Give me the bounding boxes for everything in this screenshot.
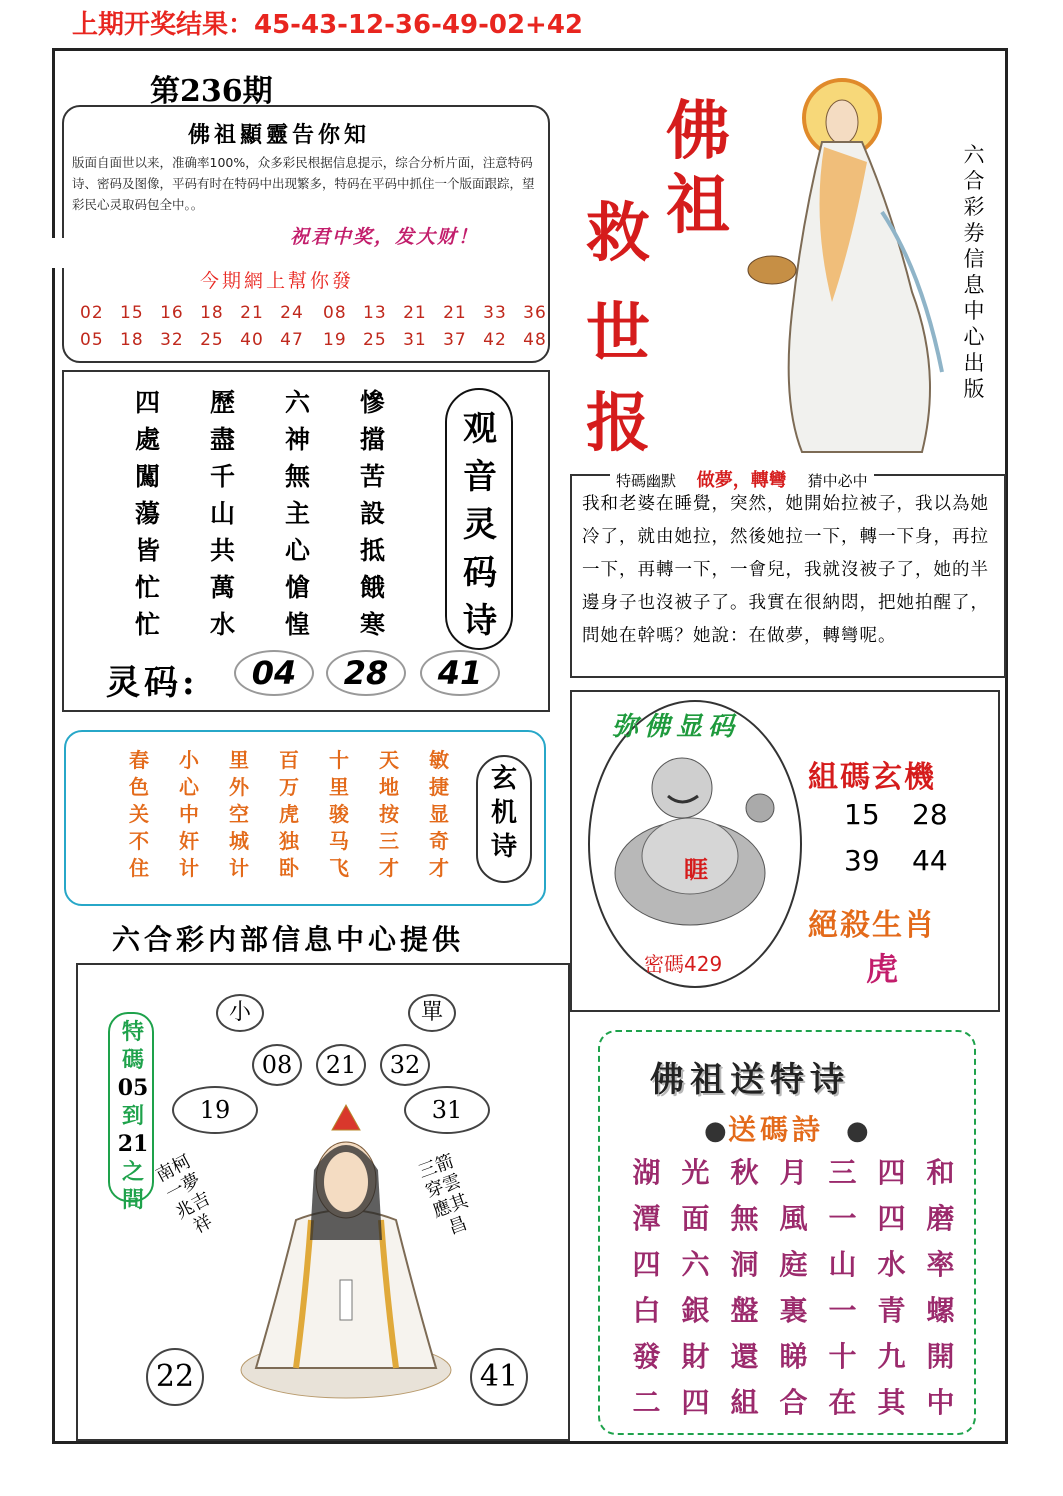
poem-char: 共 — [209, 536, 235, 565]
group-number: 28 — [912, 798, 948, 831]
poem-char: 萬 — [209, 573, 235, 602]
poem-char: 十 — [329, 748, 349, 772]
poem-char: 住 — [129, 856, 149, 880]
poem-char: 计 — [179, 856, 199, 880]
poem-char: 還 — [730, 1340, 759, 1373]
poem-char: 歷 — [209, 388, 235, 417]
poem-char: 月 — [779, 1156, 808, 1189]
lingma-number: 41 — [420, 650, 500, 696]
group-number: 44 — [912, 844, 948, 877]
poem-char: 無 — [730, 1202, 759, 1235]
last-result-header: 上期开奖结果：45-43-12-36-49-02+42 — [72, 10, 584, 40]
poem-char: 四 — [877, 1202, 906, 1235]
poem-char: 独 — [279, 829, 299, 853]
poem-char: 中 — [179, 802, 199, 826]
poem-char: 马 — [329, 829, 349, 853]
number-circle: 19 — [172, 1086, 258, 1134]
number-circle: 31 — [404, 1086, 490, 1134]
lingma-number: 28 — [326, 650, 406, 696]
buddha-oval-title: 弥佛显码 — [612, 712, 741, 742]
title-char: 佛 — [666, 94, 730, 169]
poem-char: 十 — [828, 1340, 857, 1373]
riddle-label-mid: 做夢，轉彎 — [696, 470, 787, 491]
special-range-frame — [108, 1012, 154, 1202]
poem-char: 組 — [730, 1386, 759, 1419]
special-char: 特 — [121, 1019, 144, 1045]
poem-char: 千 — [209, 462, 235, 491]
poem-char: 骏 — [329, 802, 349, 826]
parity-tag: 單 — [408, 994, 456, 1032]
poem-char: 和 — [926, 1156, 955, 1189]
guanyin-poem-title: 观音灵码诗 — [463, 409, 497, 641]
number-row: 05 18 32 25 40 47 — [80, 330, 304, 350]
xuanji-poem-grid — [114, 747, 464, 882]
special-char: 碼 — [121, 1047, 144, 1073]
special-num: 05 — [117, 1075, 149, 1101]
special-char: 到 — [121, 1103, 144, 1129]
poem-char: 潭 — [632, 1202, 661, 1235]
poem-char: 四 — [632, 1248, 661, 1281]
poem-char: 苦 — [359, 462, 385, 491]
special-char: 間 — [121, 1187, 144, 1213]
poem-char: 按 — [379, 802, 399, 826]
poem-char: 中 — [926, 1386, 955, 1419]
notice-text: 版面自面世以来，准确率100%，众多彩民根据信息提示，综合分析片面，注意特码诗、密码及图像，平码有时在特码中出现繁多，特码在平码中抓住一个版面跟踪，望彩民心灵取码包全中。。 — [72, 155, 535, 212]
poem-char: 卧 — [279, 856, 299, 880]
title-char: 报 — [586, 386, 650, 461]
poem-char: 一 — [828, 1294, 857, 1327]
number-circle: 08 — [252, 1044, 302, 1086]
poem-char: 二 — [632, 1386, 661, 1419]
number-circle: 41 — [470, 1348, 528, 1406]
poem-char: 奇 — [429, 829, 449, 853]
poem-char: 無 — [284, 462, 310, 491]
poem-char: 忙 — [134, 573, 160, 602]
poem-char: 主 — [284, 499, 310, 528]
gift-poem-subtitle: 送碼詩 — [728, 1113, 825, 1146]
poem-char: 處 — [134, 425, 160, 454]
guanyin-poem-grid — [110, 383, 410, 642]
poem-char: 春 — [129, 748, 149, 772]
xuanji-poem-title: 玄机诗 — [490, 764, 517, 862]
kill-title: 絕殺生肖 — [808, 908, 936, 943]
poem-char: 惶 — [284, 610, 310, 639]
poem-char: 小 — [179, 748, 199, 772]
group-title: 組碼玄機 — [808, 760, 936, 795]
gift-poem-grid — [622, 1150, 965, 1426]
poem-char: 銀 — [681, 1294, 710, 1327]
poem-char: 螺 — [926, 1294, 955, 1327]
poem-char: 万 — [279, 775, 299, 799]
lingma-label: 灵码: — [106, 663, 199, 703]
poem-char: 飞 — [329, 856, 349, 880]
bullet-right-icon: ● — [846, 1116, 869, 1146]
poem-char: 設 — [359, 499, 385, 528]
guanyin-figure-image — [236, 1100, 456, 1400]
poem-char: 山 — [828, 1248, 857, 1281]
gift-poem-title: 佛祖送特诗 — [650, 1060, 850, 1100]
riddle-text: 我和老婆在睡覺，突然，她開始拉被子，我以為她冷了，就由她拉，然後她拉一下，轉一下身，再拉一下，再轉一下，一會兒，我就沒被子了，她的半邊身子也沒被子了。我實在很納悶，把她拍醒了，問她在幹嗎？她說：在做夢，轉彎呢。 — [582, 494, 989, 646]
poem-char: 忙 — [134, 610, 160, 639]
poem-char: 庭 — [779, 1248, 808, 1281]
poem-char: 城 — [229, 829, 249, 853]
laughing-buddha-image — [610, 748, 780, 928]
poem-char: 水 — [877, 1248, 906, 1281]
issue-number: 第236期 — [150, 74, 273, 109]
poem-char: 不 — [129, 829, 149, 853]
poem-char: 蕩 — [134, 499, 160, 528]
poem-char: 外 — [229, 775, 249, 799]
poem-char: 慘 — [359, 388, 385, 417]
publisher-vertical: 六合彩券信息中心出版 — [963, 143, 985, 401]
poem-char: 四 — [134, 388, 160, 417]
poem-char: 光 — [681, 1156, 710, 1189]
poem-char: 三 — [828, 1156, 857, 1189]
poem-char: 虎 — [279, 802, 299, 826]
poem-char: 敏 — [429, 748, 449, 772]
poem-char: 心 — [284, 536, 310, 565]
notice-subtitle: 今期網上幫你發 — [200, 270, 355, 292]
poem-char: 餓 — [359, 573, 385, 602]
poem-char: 洞 — [730, 1248, 759, 1281]
poem-char: 色 — [129, 775, 149, 799]
title-char: 世 — [586, 296, 650, 371]
poem-char: 湖 — [632, 1156, 661, 1189]
notice-slogan: 祝君中奖，发大财！ — [290, 226, 480, 248]
special-num: 21 — [117, 1131, 149, 1157]
poem-char: 九 — [877, 1340, 906, 1373]
poem-char: 显 — [429, 802, 449, 826]
buddha-char: 睚 — [684, 855, 708, 884]
title-char: 救 — [586, 196, 650, 271]
poem-char: 地 — [379, 775, 399, 799]
number-row: 08 13 21 21 33 36 — [323, 303, 547, 323]
special-char: 之 — [121, 1159, 144, 1185]
title-char: 祖 — [666, 168, 730, 243]
secret-code: 密碼429 — [644, 952, 723, 976]
poem-char: 睇 — [779, 1340, 808, 1373]
poem-char: 里 — [329, 775, 349, 799]
poem-char: 在 — [828, 1386, 857, 1419]
poem-char: 神 — [284, 425, 310, 454]
poem-char: 四 — [877, 1156, 906, 1189]
bullet-left-icon: ● — [704, 1116, 727, 1146]
kill-zodiac: 虎 — [866, 950, 899, 988]
number-circle: 32 — [380, 1044, 430, 1086]
poem-char: 寒 — [359, 610, 385, 639]
notice-title: 佛祖顯靈告你知 — [188, 122, 371, 148]
number-row: 02 15 16 18 21 24 — [80, 303, 304, 323]
right-poem: 三箭穿雲應其昌 — [415, 1150, 472, 1239]
poem-char: 空 — [229, 802, 249, 826]
poem-char: 抵 — [359, 536, 385, 565]
poem-char: 奸 — [179, 829, 199, 853]
riddle-label-left: 特碼幽默 — [616, 472, 677, 490]
poem-char: 白 — [632, 1294, 661, 1327]
poem-char: 四 — [681, 1386, 710, 1419]
poem-char: 發 — [632, 1340, 661, 1373]
size-tag: 小 — [216, 994, 264, 1032]
poem-char: 皆 — [134, 536, 160, 565]
riddle-label-right: 猜中必中 — [807, 472, 868, 490]
buddha-figure-image — [742, 72, 954, 460]
notice-box-gap — [48, 238, 158, 268]
poem-char: 其 — [877, 1386, 906, 1419]
number-circle: 22 — [146, 1348, 204, 1406]
poem-char: 盡 — [209, 425, 235, 454]
provider-line: 六合彩内部信息中心提供 — [112, 923, 465, 956]
poem-char: 里 — [229, 748, 249, 772]
poem-char: 率 — [926, 1248, 955, 1281]
poem-char: 盤 — [730, 1294, 759, 1327]
poem-char: 一 — [828, 1202, 857, 1235]
poem-char: 才 — [379, 856, 399, 880]
poem-char: 愴 — [284, 573, 310, 602]
poem-char: 六 — [681, 1248, 710, 1281]
poem-char: 山 — [209, 499, 235, 528]
poem-char: 百 — [279, 748, 299, 772]
poem-char: 计 — [229, 856, 249, 880]
group-number: 15 — [844, 798, 880, 831]
poem-char: 天 — [379, 748, 399, 772]
number-row: 19 25 31 37 42 48 — [323, 330, 547, 350]
number-circle: 21 — [316, 1044, 366, 1086]
poem-char: 捷 — [429, 775, 449, 799]
poem-char: 才 — [429, 856, 449, 880]
poem-char: 財 — [681, 1340, 710, 1373]
group-number: 39 — [844, 844, 880, 877]
poem-char: 裏 — [779, 1294, 808, 1327]
poem-char: 闖 — [134, 462, 160, 491]
left-poem: 南柯一夢兆吉祥 — [152, 1150, 216, 1238]
poem-char: 面 — [681, 1202, 710, 1235]
poem-char: 磨 — [926, 1202, 955, 1235]
poem-char: 開 — [926, 1340, 955, 1373]
poem-char: 关 — [129, 802, 149, 826]
poem-char: 風 — [779, 1202, 808, 1235]
poem-char: 秋 — [730, 1156, 759, 1189]
poem-char: 合 — [779, 1386, 808, 1419]
poem-char: 擋 — [359, 425, 385, 454]
poem-char: 青 — [877, 1294, 906, 1327]
poem-char: 三 — [379, 829, 399, 853]
poem-char: 六 — [284, 388, 310, 417]
lingma-number: 04 — [234, 650, 314, 696]
poem-char: 心 — [179, 775, 199, 799]
poem-char: 水 — [209, 610, 235, 639]
